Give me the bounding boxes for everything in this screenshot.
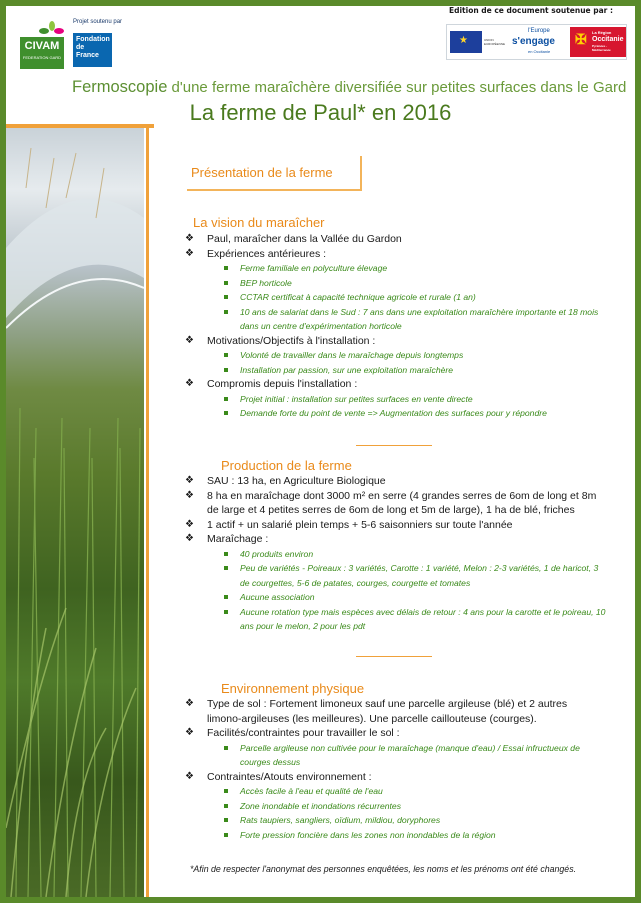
vision-sublist xyxy=(207,348,604,377)
vision-subitem: Demande forte du point de vente => Augmentation des surfaces pour y répondre xyxy=(207,406,604,421)
production-item-text: 8 ha en maraîchage dont 3000 m² en serre (4 grandes serres de 6om de long et 8m de large et 4 petites serres de 6om de long et 5m de large), 1 ha de blé, friches xyxy=(207,489,597,516)
vision-subitem: Ferme familiale en polyculture élevage xyxy=(207,261,604,276)
production-subitem: Peu de variétés - Poireaux : 3 variétés, Carotte : 1 variété, Melon : 2-3 variétés, 1 de haricot, 3 de courgettes, 5-6 de patates, courges, courgette et tomates xyxy=(207,561,608,590)
eu-flag-icon: ★ xyxy=(450,31,482,53)
document-page xyxy=(6,6,635,897)
environment-list xyxy=(184,697,604,842)
environment-subitem: Accès facile à l'eau et qualité de l'eau xyxy=(207,784,604,799)
divider-1 xyxy=(356,445,432,446)
environment-heading: Environnement physique xyxy=(221,681,365,696)
photo-frame-right xyxy=(146,124,149,897)
vision-sublist xyxy=(207,392,604,421)
production-item-text: 1 actif + un salarié plein temps + 5-6 saisonniers sur toute l'année xyxy=(207,518,513,531)
production-item xyxy=(184,532,608,634)
vision-sublist xyxy=(207,261,604,334)
production-sublist xyxy=(207,547,608,634)
vision-subitem: Projet initial : installation sur petites surfaces en vente directe xyxy=(207,392,604,407)
production-list xyxy=(184,474,608,634)
environment-item xyxy=(184,770,604,843)
vision-subitem: Installation par passion, sur une exploitation maraîchère xyxy=(207,363,604,378)
civam-logo xyxy=(20,20,72,70)
production-item xyxy=(184,489,608,518)
eu-label: UNION EUROPÉENNE xyxy=(484,38,506,46)
footnote: *Afin de respecter l'anonymat des personnes enquêtées, les noms et les prénoms ont été changés. xyxy=(190,864,577,874)
civam-subtitle: FEDERATION GARD xyxy=(22,55,62,60)
environment-sublist xyxy=(207,741,604,770)
occitanie-big: Occitanie xyxy=(592,36,624,43)
section-title-box xyxy=(187,156,362,191)
environment-item xyxy=(184,726,604,770)
vision-subitem: CCTAR certificat à capacité technique agricole et rurale (1 an) xyxy=(207,290,604,305)
europe-sengage-logo xyxy=(508,27,566,57)
production-subitem: Aucune rotation type mais espèces avec délais de retour : 4 ans pour la carotte et le poireau, 10 ans pour le melon, 2 pour les pdt xyxy=(207,605,608,634)
environment-subitem: Zone inondable et inondations récurrentes xyxy=(207,799,604,814)
europe-big: s'engage xyxy=(512,36,555,47)
environment-sublist xyxy=(207,784,604,842)
farm-photo xyxy=(6,128,144,897)
greenhouse-and-crops-image xyxy=(6,128,144,897)
vision-item xyxy=(184,232,604,247)
occitanie-sub: Pyrénées - Méditerranée xyxy=(592,44,611,52)
fondation-de-france-logo: Fondation de France xyxy=(73,33,112,67)
environment-item-text: Facilités/contraintes pour travailler le sol : xyxy=(207,727,400,739)
environment-item-text: Type de sol : Fortement limoneux sauf une parcelle argileuse (blé) et 2 autres limono-argileuses (les meilleures). Une parcelle caillouteuse (courges). xyxy=(207,698,568,725)
subtitle-prefix: Fermoscopie xyxy=(72,78,168,96)
europe-small: l'Europe xyxy=(528,28,550,34)
subtitle xyxy=(72,78,626,97)
vision-subitem: BEP horticole xyxy=(207,276,604,291)
vision-list xyxy=(184,232,604,421)
civam-text: CIVAM xyxy=(24,40,60,52)
environment-item xyxy=(184,697,604,726)
vision-item xyxy=(184,334,604,378)
production-item xyxy=(184,518,608,533)
section-title: Présentation de la ferme xyxy=(191,165,333,180)
vision-item xyxy=(184,247,604,334)
production-heading: Production de la ferme xyxy=(221,458,352,473)
vision-subitem: 10 ans de salariat dans le Sud : 7 ans dans une exploitation maraîchère importante et 18 mois dans un centre d'expérimentation horticole xyxy=(207,305,604,334)
environment-subitem: Rats taupiers, sangliers, oïdium, mildiou, doryphores xyxy=(207,813,604,828)
vision-item-text: Motivations/Objectifs à l'installation : xyxy=(207,334,376,347)
page-title: La ferme de Paul* en 2016 xyxy=(189,100,452,125)
divider-2 xyxy=(356,656,432,657)
subtitle-rest: d'une ferme maraîchère diversifiée sur petites surfaces dans le Gard xyxy=(167,79,627,96)
vision-item-text: Paul, maraîcher dans la Vallée du Gardon xyxy=(207,233,402,245)
occitanie-logo xyxy=(570,27,626,57)
occitanie-small: La Région xyxy=(592,30,612,35)
leaf-icon xyxy=(38,20,64,38)
sponsor-note: Edition de ce document soutenue par : xyxy=(448,6,613,15)
production-item-text: SAU : 13 ha, en Agriculture Biologique xyxy=(207,475,386,487)
vision-item xyxy=(184,377,604,421)
environment-subitem: Parcelle argileuse non cultivée pour le maraîchage (manque d'eau) / Essai infructueux de courges dessus xyxy=(207,741,604,770)
environment-subitem: Forte pression foncière dans les zones non inondables de la région xyxy=(207,828,604,843)
europe-region: en Occitanie xyxy=(528,49,551,54)
environment-item-text: Contraintes/Atouts environnement : xyxy=(207,770,372,783)
vision-item-text: Compromis depuis l'installation : xyxy=(207,378,358,390)
vision-subitem: Volonté de travailler dans le maraîchage depuis longtemps xyxy=(207,348,604,363)
occitan-cross-icon: ✠ xyxy=(575,31,587,47)
vision-heading: La vision du maraîcher xyxy=(193,215,325,230)
sponsor-logos xyxy=(446,24,627,60)
production-subitem: Aucune association xyxy=(207,590,608,605)
production-item xyxy=(184,474,608,489)
production-subitem: 40 produits environ xyxy=(207,547,608,562)
vision-item-text: Expériences antérieures : xyxy=(207,247,327,260)
production-item-text: Maraîchage : xyxy=(207,533,269,545)
project-note: Projet soutenu par xyxy=(73,19,123,25)
